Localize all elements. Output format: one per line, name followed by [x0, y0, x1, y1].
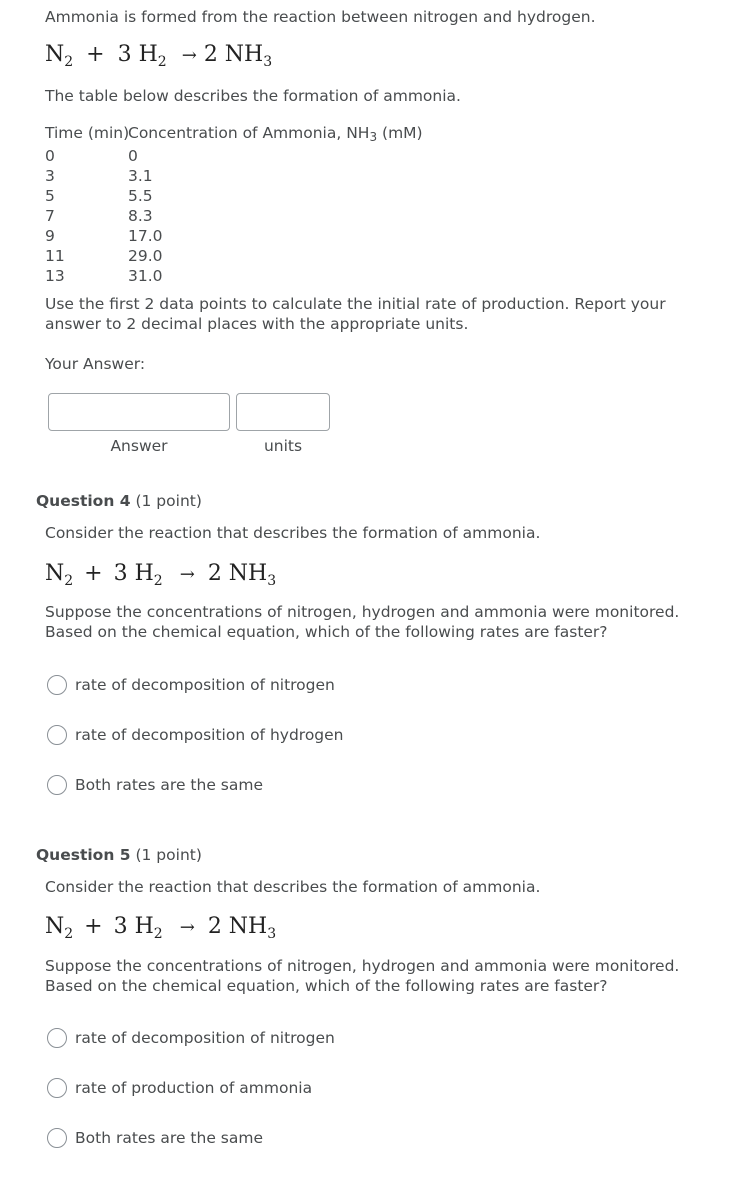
equation-2: $N_2 + 3$ $H_2 \to 2$ $NH_3$: [45, 561, 277, 589]
units-input[interactable]: [236, 393, 330, 431]
equation-3: $N_2 + 3$ $H_2 \to 2$ $NH_3$: [45, 914, 277, 942]
table-header: [45, 123, 423, 143]
answer-input[interactable]: [48, 393, 230, 431]
question-4-title: Question 4 (1 point): [36, 492, 202, 510]
instruction-line-1: Use the first 2 data points to calculate the initial rate of production. Report your: [45, 295, 666, 313]
radio-button[interactable]: [47, 675, 67, 695]
radio-button[interactable]: [47, 725, 67, 745]
radio-button[interactable]: [47, 1078, 67, 1098]
header-time: Time (min): [45, 124, 130, 142]
header-concentration: Concentration of Ammonia, $NH_3$ (mM): [128, 124, 423, 144]
equation-1: $N_2 + 3$ $H_2 \to 2$ $NH_3$: [45, 42, 273, 70]
table-intro: The table below describes the formation of ammonia.: [45, 87, 461, 105]
page: Ammonia is formed from the reaction between nitrogen and hydrogen. $N_2 + 3$ $H_2 \to 2$ $NH_3$ The table below describes the formation of ammonia. Time (min)Concentration of Ammonia, $NH_3$ (mM) 0 0 3 3.1 5 5.5 7 8.3 9 17.0 11 29.0 13 31.0 Use the first 2 data points to calculate the initial rate of production. Report your answer to 2 decimal places with the appropriate units. Your Answer: Answer units Question 4 (1 point) Consider the reaction that describes the formation of ammonia. $N_2 + 3$ $H_2 \to 2$ $NH_3$ Suppose the concentrations of nitrogen, hydrogen and ammonia were monitored. Based on the chemical equation, which of the following rates are faster? rate of decomposition of nitrogen rate of decomposition of hydrogen Both rates are the same Question 5 (1 point) Consider the reaction that describes the formation of ammonia. $N_2 + 3$ $H_2 \to 2$ $NH_3$ Suppose the concentrations of nitrogen, hydrogen and ammonia were monitored. Based on the chemical equation, which of the following rates are faster? rate of decomposition of nitrogen rate of production of ammonia Both rates are the same: [36, 8, 680, 1147]
question-5-line-1: Suppose the concentrations of nitrogen, hydrogen and ammonia were monitored.: [45, 957, 680, 975]
question-5-title: Question 5 (1 point): [36, 846, 202, 864]
question-5-prompt: Consider the reaction that describes the formation of ammonia.: [45, 878, 541, 896]
question-4-line-1: Suppose the concentrations of nitrogen, hydrogen and ammonia were monitored.: [45, 603, 680, 621]
question-5-line-2: Based on the chemical equation, which of the following rates are faster?: [45, 977, 608, 995]
question-4-line-2: Based on the chemical equation, which of the following rates are faster?: [45, 623, 608, 641]
your-answer-label: Your Answer:: [45, 355, 146, 373]
radio-button[interactable]: [47, 1028, 67, 1048]
radio-button[interactable]: [47, 775, 67, 795]
instruction-line-2: answer to 2 decimal places with the appropriate units.: [45, 315, 469, 333]
intro-text: Ammonia is formed from the reaction between nitrogen and hydrogen.: [45, 8, 596, 26]
units-label: units: [263, 437, 303, 455]
question-4-prompt: Consider the reaction that describes the formation of ammonia.: [45, 524, 541, 542]
radio-button[interactable]: [47, 1128, 67, 1148]
answer-label: Answer: [110, 437, 168, 455]
